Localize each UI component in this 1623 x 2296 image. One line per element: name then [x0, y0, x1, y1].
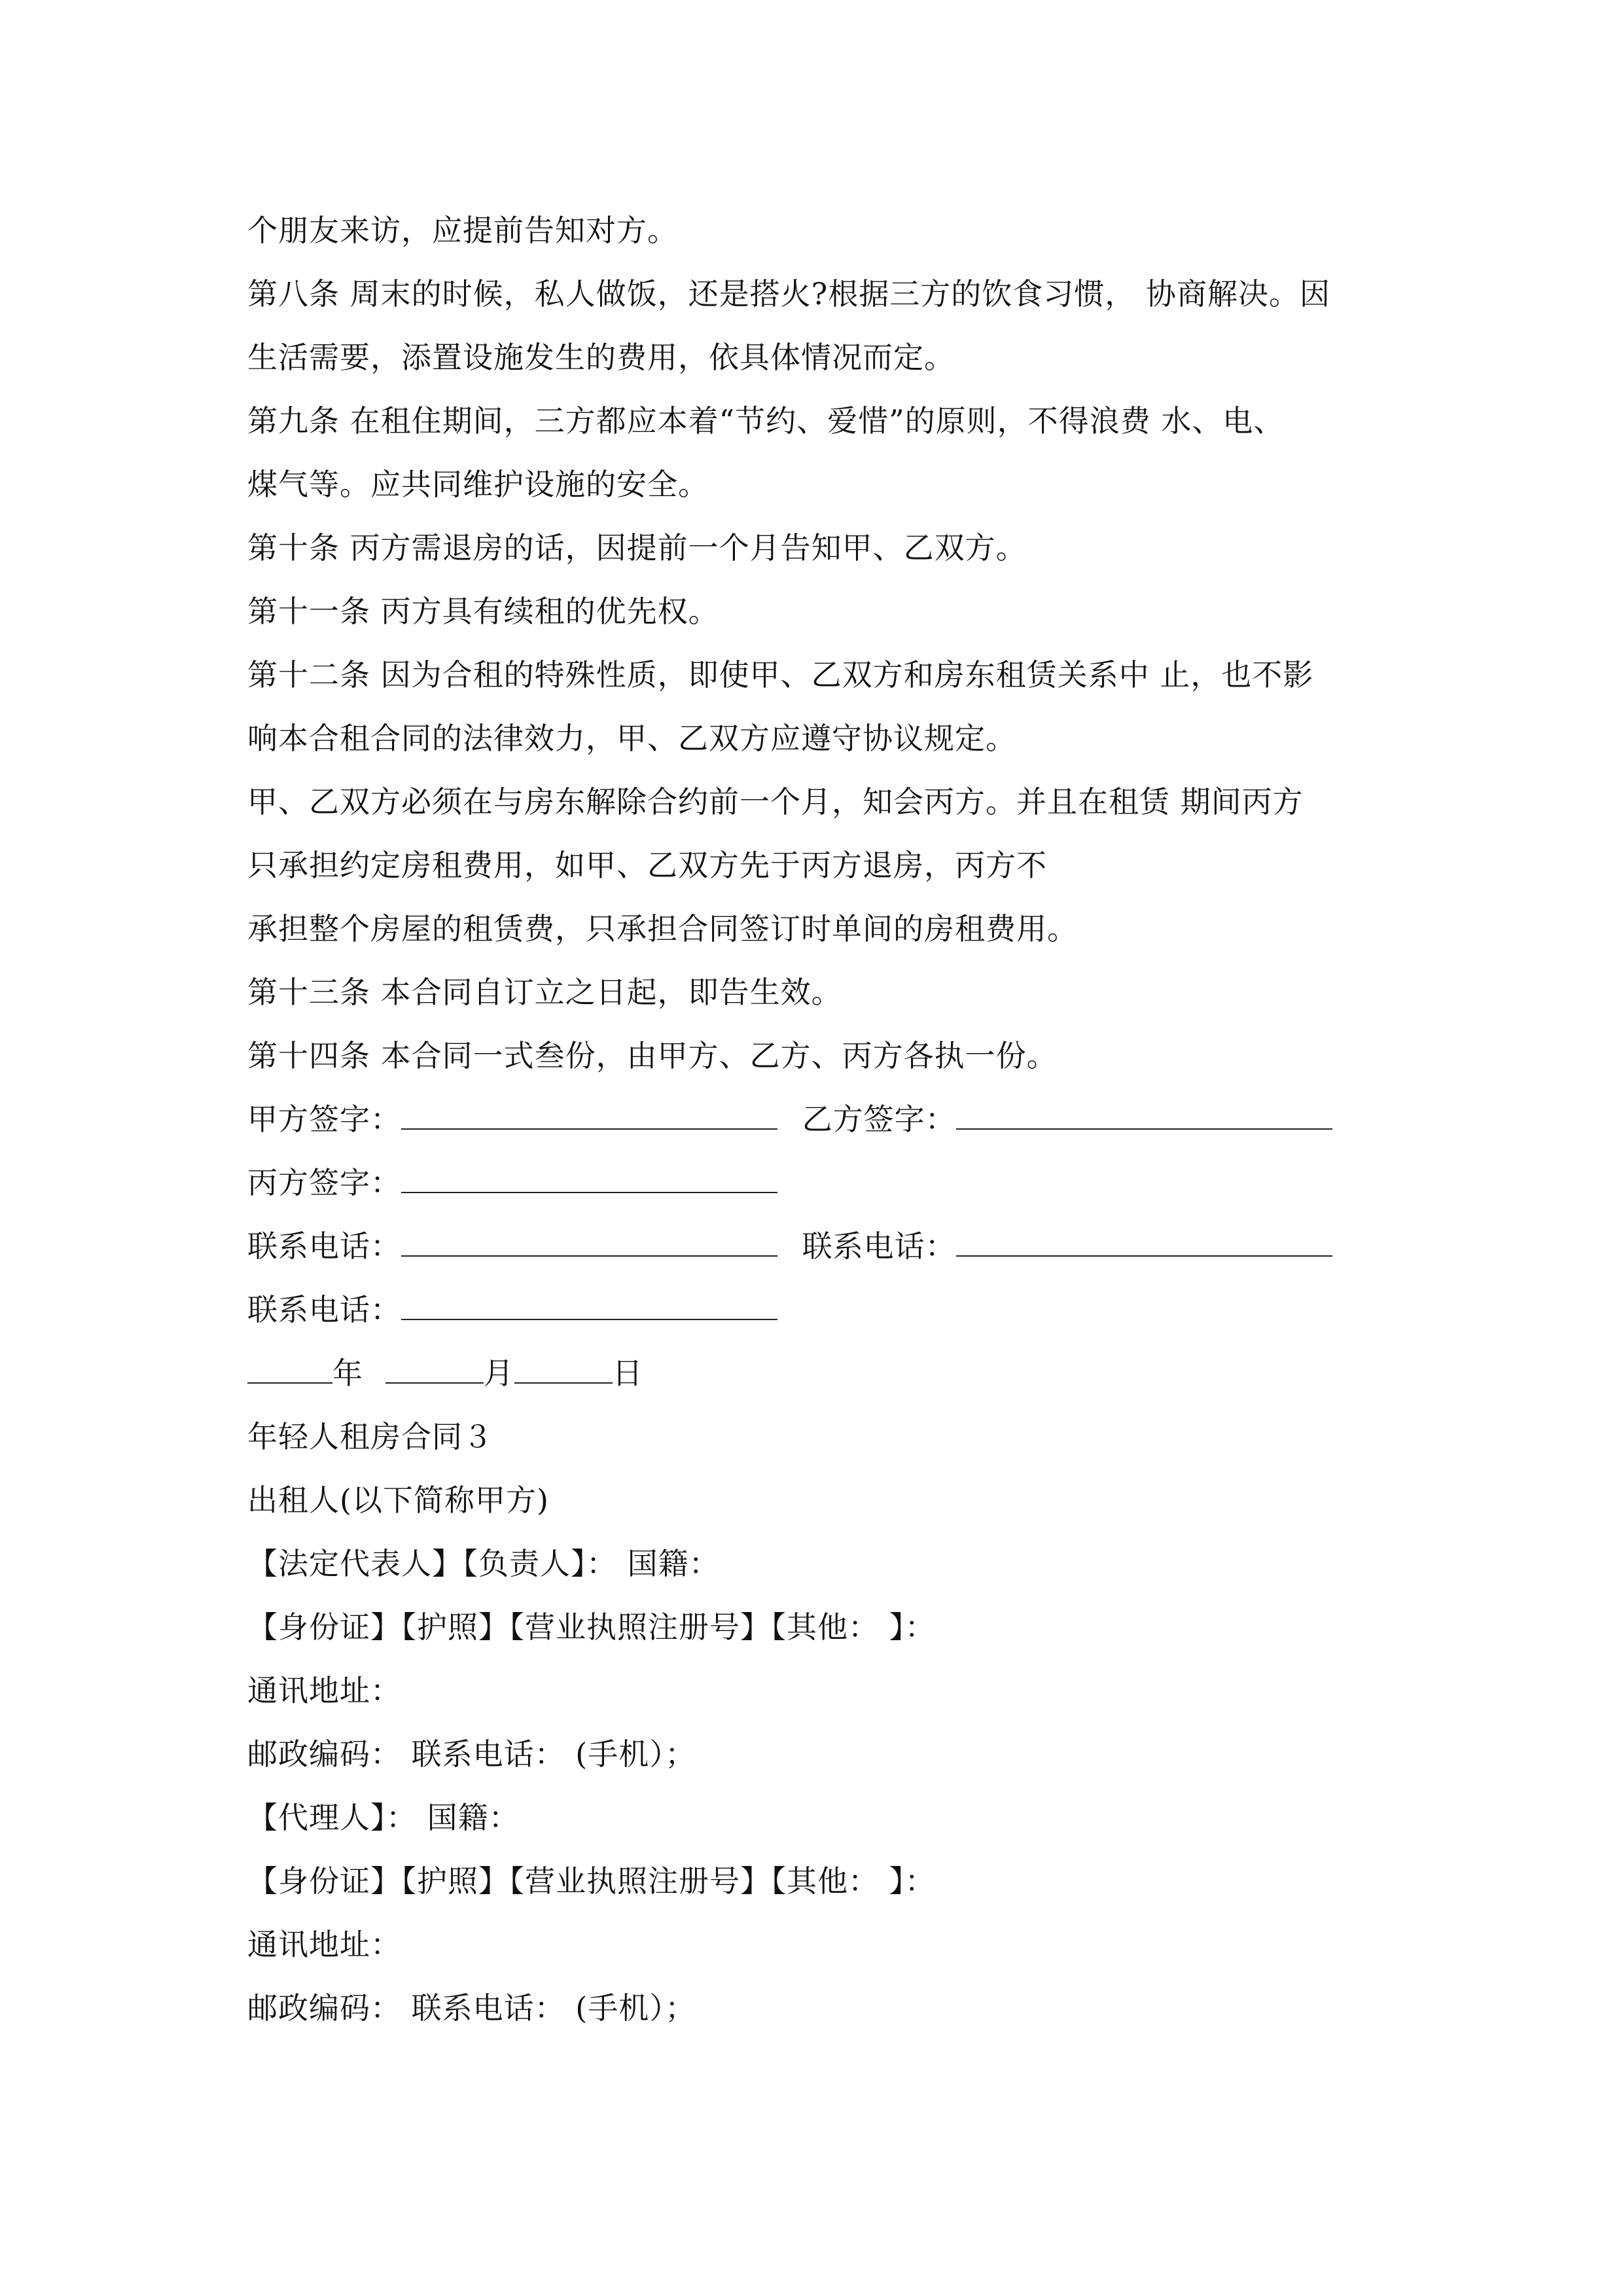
- postal-phone-line: 邮政编码： 联系电话： (手机）；: [247, 1736, 696, 1772]
- year-blank[interactable]: [247, 1354, 332, 1384]
- signature-row-ab: [247, 1100, 1332, 1139]
- day-blank[interactable]: [514, 1354, 613, 1384]
- signature-row-c: [247, 1163, 777, 1202]
- address-line: 通讯地址：: [247, 1927, 401, 1962]
- text-line: 承担整个房屋的租赁费，只承担合同签订时单间的房租费用。: [247, 911, 1078, 946]
- contract-3-title: 年轻人租房合同３: [247, 1419, 493, 1454]
- phone-label-b: 联系电话：: [802, 1229, 956, 1264]
- text-line: 煤气等。应共同维护设施的安全。: [247, 467, 709, 502]
- month-label: 月: [483, 1355, 514, 1391]
- article-11: 第十一条 丙方具有续租的优先权。: [247, 594, 719, 629]
- article-9: 第九条 在租住期间，三方都应本着“节约、爱惜”的原则，不得浪费 水、电、: [247, 403, 1285, 439]
- text-line: 个朋友来访，应提前告知对方。: [247, 213, 678, 248]
- article-10: 第十条 丙方需退房的话，因提前一个月告知甲、乙双方。: [247, 530, 1027, 565]
- party-a-signature-blank[interactable]: [401, 1100, 777, 1130]
- phone-label-a: 联系电话：: [247, 1229, 401, 1264]
- agent-line: 【代理人】： 国籍：: [247, 1800, 520, 1835]
- text-line: 只承担约定房租费用，如甲、乙双方先于丙方退房，丙方不: [247, 848, 1047, 883]
- article-12: 第十二条 因为合租的特殊性质，即使甲、乙双方和房东租赁关系中 止，也不影: [247, 657, 1314, 692]
- phone-row-ab: [247, 1227, 1332, 1266]
- month-blank[interactable]: [385, 1354, 484, 1384]
- party-c-signature-label: 丙方签字：: [247, 1165, 401, 1200]
- representative-line: 【法定代表人】【负责人】： 国籍：: [247, 1546, 720, 1581]
- party-c-signature-blank[interactable]: [401, 1163, 777, 1193]
- lessor-line: 出租人(以下简称甲方): [247, 1482, 549, 1518]
- text-line: 甲、乙双方必须在与房东解除合约前一个月，知会丙方。并且在租赁 期间丙方: [247, 784, 1304, 819]
- date-row: [247, 1354, 643, 1393]
- id-line: 【身份证】【护照】【营业执照注册号】【其他： 】：: [247, 1863, 936, 1899]
- article-8: 第八条 周末的时候，私人做饭，还是搭火?根据三方的饮食习惯， 协商解决。因: [247, 276, 1330, 312]
- party-b-signature-blank[interactable]: [956, 1100, 1332, 1130]
- article-13: 第十三条 本合同自订立之日起，即告生效。: [247, 975, 842, 1010]
- day-label: 日: [612, 1355, 643, 1391]
- phone-blank-b[interactable]: [956, 1227, 1332, 1257]
- phone-label-c: 联系电话：: [247, 1292, 401, 1327]
- phone-blank-c[interactable]: [401, 1290, 777, 1320]
- party-b-signature-label: 乙方签字：: [802, 1102, 956, 1137]
- year-label: 年: [332, 1355, 363, 1391]
- phone-blank-a[interactable]: [401, 1227, 777, 1257]
- text-line: 生活需要，添置设施发生的费用，依具体情况而定。: [247, 340, 955, 375]
- address-line: 通讯地址：: [247, 1673, 401, 1708]
- party-a-signature-label: 甲方签字：: [247, 1102, 401, 1137]
- phone-row-c: [247, 1290, 777, 1329]
- id-line: 【身份证】【护照】【营业执照注册号】【其他： 】：: [247, 1609, 936, 1645]
- text-line: 响本合租合同的法律效力，甲、乙双方应遵守协议规定。: [247, 721, 1016, 756]
- postal-phone-line: 邮政编码： 联系电话： (手机）；: [247, 1990, 696, 2026]
- article-14: 第十四条 本合同一式叁份，由甲方、乙方、丙方各执一份。: [247, 1038, 1058, 1073]
